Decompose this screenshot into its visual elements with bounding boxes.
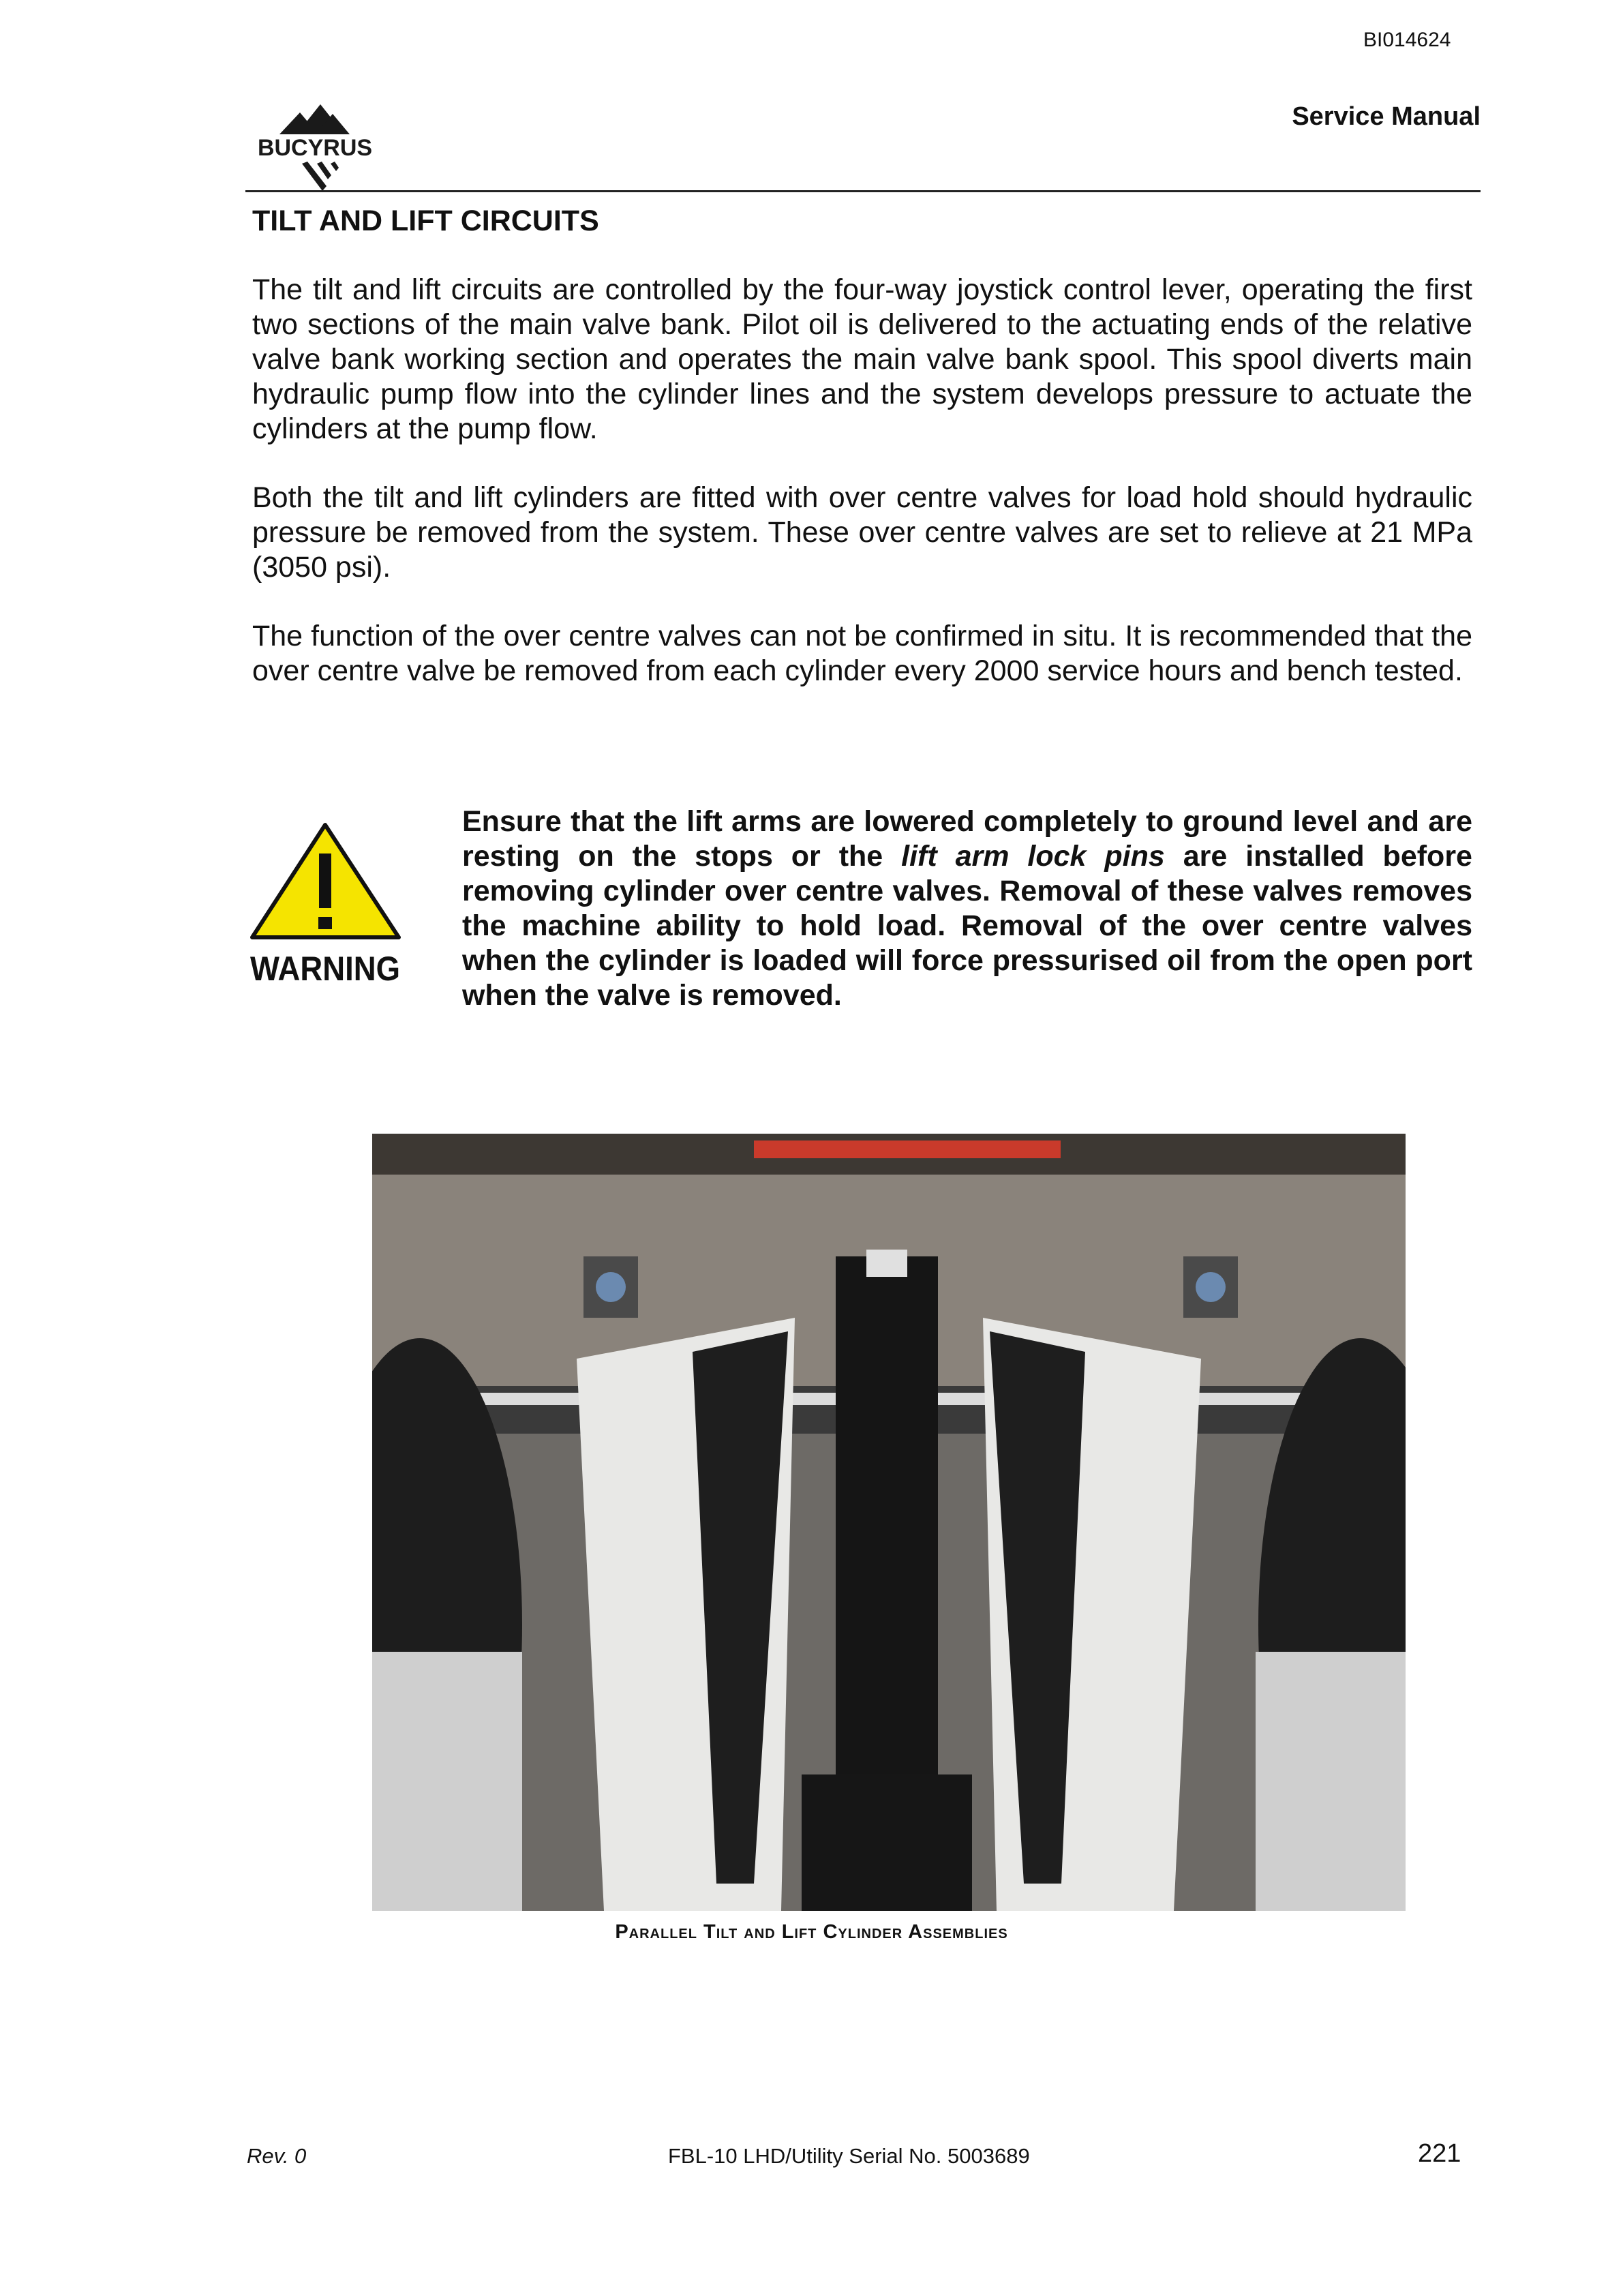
section-title: TILT AND LIFT CIRCUITS — [252, 205, 599, 237]
manual-title: Service Manual — [1292, 102, 1481, 131]
logo-wordmark: BUCYRUS — [257, 135, 373, 161]
warning-text — [462, 804, 1472, 1013]
warning-text-italic: lift arm lock pins — [901, 840, 1165, 873]
paragraph-3: The function of the over centre valves can not be confirmed in situ. It is recommended that the over centre valve be removed from each cylinder every 2000 service hours and bench tested. — [252, 620, 1472, 687]
warning-text-end: are installed before removing cylinder over centre valves. Removal of these valves removes the machine ability to hold load. Removal of the over centre valves when the cylinder is loaded will force pressurised oil from the open port when the valve is removed. — [462, 840, 1472, 1012]
warning-text-start: Ensure that the lift arms are lowered completely to ground level and are resting on the stops or the — [462, 805, 1472, 873]
page-number: 221 — [1418, 2139, 1461, 2168]
cylinder-assembly-photo — [372, 1134, 1406, 1911]
document-id: BI014624 — [1363, 29, 1451, 51]
paragraph-1: The tilt and lift circuits are controlled by the four-way joystick control lever, operating the first two sections of the main valve bank. Pilot oil is delivered to the actuating ends of the relative valve bank working section and operates the main valve bank spool. This spool diverts main hydraulic pump flow into the cylinder lines and the system develops pressure to actuate the cylinders at the pump flow. — [252, 273, 1472, 445]
warning-icon — [245, 818, 406, 988]
figure-caption: Parallel Tilt and Lift Cylinder Assemblies — [615, 1921, 1008, 1943]
header-divider — [245, 190, 1481, 192]
footer-serial: FBL-10 LHD/Utility Serial No. 5003689 — [668, 2144, 1030, 2168]
paragraph-2: Both the tilt and lift cylinders are fitted with over centre valves for load hold should hydraulic pressure be removed from the system. These over centre valves are set to relieve at 21 MPa (3050 psi). — [252, 481, 1472, 584]
footer-revision: Rev. 0 — [247, 2144, 307, 2168]
warning-label: WARNING — [250, 950, 400, 988]
bucyrus-logo — [242, 99, 389, 194]
